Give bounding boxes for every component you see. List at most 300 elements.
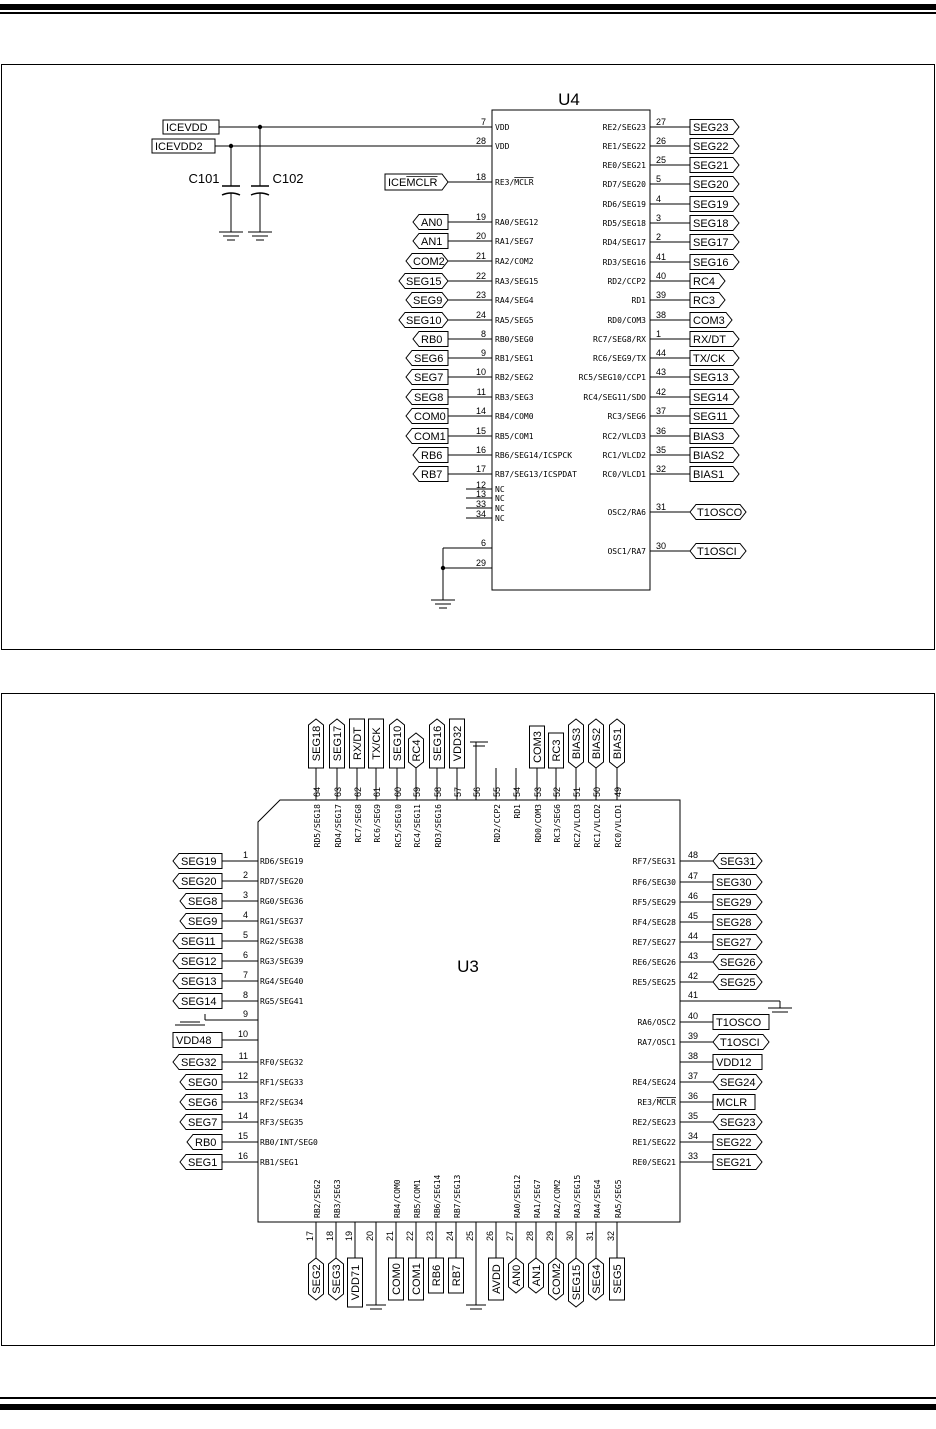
pin-name: RA1/SEG7 [495, 237, 534, 246]
pin-name: RG1/SEG37 [260, 917, 304, 926]
pin-number: 45 [688, 911, 699, 921]
pin-name: RF2/SEG34 [260, 1098, 304, 1107]
pin-name: RE3/MCLR [495, 178, 534, 187]
pin-number: 27 [505, 1230, 515, 1242]
net-label: SEG12 [181, 956, 217, 968]
pin-number: 4 [242, 910, 248, 920]
pin-number: 15 [475, 426, 486, 436]
u3-frame [2, 694, 935, 1346]
net-label: COM1 [411, 1263, 423, 1295]
pin-number: 40 [656, 271, 667, 281]
pin-number: 48 [688, 850, 699, 860]
pin-name: RC3/SEG6 [607, 412, 646, 421]
pin-number: 5 [656, 174, 662, 184]
net-label: COM2 [413, 256, 445, 268]
net-label: T1OSCO [716, 1017, 762, 1029]
pin-name: RD5/SEG18 [313, 804, 322, 848]
net-label: AN1 [531, 1264, 543, 1287]
pin-number: 41 [688, 990, 699, 1000]
pin-name: RG4/SEG40 [260, 977, 304, 986]
pin-name: RE2/SEG23 [632, 1118, 676, 1127]
pin-number: 28 [525, 1230, 535, 1242]
net-label: RB7 [421, 469, 443, 481]
net-label: RC3 [551, 739, 563, 762]
pin-number: 11 [238, 1051, 248, 1061]
pin-number: 35 [656, 445, 667, 455]
pin-name: RC0/VLCD1 [614, 804, 623, 848]
pin-name: RE1/SEG22 [632, 1138, 676, 1147]
pin-number: 16 [475, 445, 486, 455]
pin-name: RA7/OSC1 [637, 1038, 676, 1047]
pin-name: RC6/SEG9 [373, 804, 382, 843]
pin-name: RC0/VLCD1 [602, 470, 646, 479]
pin-name: RC1/VLCD2 [602, 451, 646, 460]
net-label: ICEVDD [166, 122, 208, 134]
net-label: RX/DT [352, 727, 364, 760]
pin-name: RG0/SEG36 [260, 897, 304, 906]
pin-name: RA0/SEG12 [495, 218, 539, 227]
pin-name: RB6/SEG14/ICSPCK [495, 451, 573, 460]
net-label: SEG19 [693, 199, 729, 211]
pin-number: 9 [242, 1009, 248, 1019]
pin-name: RE1/SEG22 [602, 142, 646, 151]
pin-number: 26 [656, 136, 667, 146]
top-rule [0, 4, 936, 10]
pin-name: RC7/SEG8/RX [593, 335, 646, 344]
pin-number: 16 [237, 1151, 248, 1161]
pin-number: 18 [325, 1230, 335, 1242]
net-label: VDD32 [452, 725, 464, 762]
pin-number: 43 [656, 367, 667, 377]
net-label: ICEMCLR [388, 177, 438, 189]
pin-name: RB3/SEG3 [333, 1179, 342, 1218]
net-label: T1OSCI [720, 1037, 760, 1049]
pin-name: RG3/SEG39 [260, 957, 304, 966]
pin-number: 37 [656, 406, 667, 416]
pin-number: 25 [656, 155, 667, 165]
net-label: SEG6 [188, 1097, 218, 1109]
pin-number: 51 [572, 786, 582, 798]
net-label: RB6 [431, 1264, 443, 1287]
pin-number: 23 [425, 1230, 435, 1242]
pin-name: RF3/SEG35 [260, 1118, 304, 1127]
pin-name: RD6/SEG19 [260, 857, 304, 866]
net-label: SEG17 [332, 725, 344, 762]
pin-number: 26 [485, 1230, 495, 1242]
pin-number: 57 [453, 786, 463, 798]
pin-number: 32 [606, 1230, 616, 1242]
pin-name: RA5/SEG5 [614, 1179, 623, 1218]
pin-number: 63 [333, 786, 343, 798]
pin-number: 17 [305, 1230, 315, 1242]
net-label: SEG13 [693, 372, 729, 384]
bottom-rule [0, 1404, 936, 1410]
pin-number: 35 [688, 1111, 699, 1121]
pin-number: 36 [656, 426, 667, 436]
pin-number: 32 [656, 464, 667, 474]
pin-number: 39 [688, 1031, 699, 1041]
pin-name: RA2/COM2 [553, 1179, 562, 1218]
pin-number: 28 [475, 136, 486, 146]
pin-number: 21 [475, 251, 486, 261]
pin-name: RE0/SEG21 [602, 161, 646, 170]
net-label: SEG5 [612, 1264, 624, 1294]
pin-name: RB2/SEG2 [313, 1179, 322, 1218]
pin-number: 38 [688, 1051, 699, 1061]
pin-name: RE6/SEG26 [632, 958, 676, 967]
pin-number: 53 [533, 786, 543, 798]
pin-name: RD2/CCP2 [607, 277, 646, 286]
pin-name: VDD [495, 142, 510, 151]
pin-name: RB3/SEG3 [495, 393, 534, 402]
pin-name: RA2/COM2 [495, 257, 534, 266]
pin-number: 17 [475, 464, 486, 474]
pin-name: RA5/SEG5 [495, 316, 534, 325]
net-label: SEG27 [716, 937, 752, 949]
net-label: SEG0 [188, 1077, 218, 1089]
pin-name: RA3/SEG15 [495, 277, 539, 286]
pin-name: RD1 [631, 296, 646, 305]
net-label: COM0 [391, 1263, 403, 1295]
pin-number: 61 [372, 786, 382, 798]
pin-number: 7 [242, 970, 248, 980]
net-label: SEG2 [311, 1264, 323, 1294]
net-label: COM1 [414, 431, 446, 443]
pin-number: 25 [465, 1230, 475, 1242]
pin-number: 23 [475, 290, 486, 300]
pin-name: RB5/COM1 [413, 1179, 422, 1218]
pin-name: OSC2/RA6 [607, 508, 646, 517]
pin-name: RD1 [513, 804, 522, 819]
top-rule-thin [0, 12, 936, 14]
net-label: SEG1 [188, 1157, 218, 1169]
pin-name: RB7/SEG13 [453, 1174, 462, 1218]
pin-number: 36 [688, 1091, 699, 1101]
pin-number: 30 [656, 541, 667, 551]
pin-number: 60 [393, 786, 403, 798]
pin-name: RA6/OSC2 [637, 1018, 676, 1027]
pin-number: 1 [656, 329, 662, 339]
pin-name: RG2/SEG38 [260, 937, 304, 946]
net-label: SEG7 [188, 1117, 218, 1129]
pin-name: RE2/SEG23 [602, 123, 646, 132]
pin-number: 34 [475, 509, 486, 519]
pin-number: 43 [688, 951, 699, 961]
pin-name: RC5/SEG10/CCP1 [578, 373, 646, 382]
pin-number: 31 [656, 502, 667, 512]
net-label: SEG31 [720, 856, 756, 868]
pin-number: 5 [242, 930, 248, 940]
pin-name: RB6/SEG14 [433, 1174, 442, 1218]
net-label: SEG20 [693, 179, 729, 191]
net-label: SEG29 [716, 897, 752, 909]
pin-name: RA0/SEG12 [513, 1174, 522, 1218]
pin-number: 34 [688, 1131, 699, 1141]
pin-number: 8 [480, 329, 486, 339]
capacitor-ref: C102 [272, 171, 304, 186]
pin-number: 7 [480, 117, 486, 127]
net-label: BIAS1 [693, 469, 725, 481]
pin-number: 40 [688, 1011, 699, 1021]
pin-name: RB1/SEG1 [260, 1158, 299, 1167]
net-label: SEG21 [716, 1157, 752, 1169]
capacitor-ref: C101 [188, 171, 220, 186]
pin-name: VDD [495, 123, 510, 132]
net-label: BIAS2 [693, 450, 725, 462]
pin-name: RC7/SEG8 [354, 804, 363, 843]
net-label: SEG23 [720, 1117, 756, 1129]
pin-name: RC4/SEG11/SDO [583, 393, 646, 402]
pin-name: RD3/SEG16 [434, 804, 443, 848]
u3-ref: U3 [457, 957, 479, 976]
net-label: COM2 [551, 1263, 563, 1295]
pin-number: 22 [475, 271, 486, 281]
pin-name: RB4/COM0 [393, 1179, 402, 1218]
net-label: SEG19 [181, 856, 217, 868]
pin-name: RD4/SEG17 [334, 804, 343, 848]
pin-name: RG5/SEG41 [260, 997, 304, 1006]
net-label: RB7 [451, 1264, 463, 1287]
pin-name: RD3/SEG16 [602, 258, 646, 267]
pin-name: RF1/SEG33 [260, 1078, 304, 1087]
net-label: SEG10 [392, 725, 404, 762]
net-label: SEG22 [693, 141, 729, 153]
pin-number: 64 [312, 786, 322, 798]
pin-number: 56 [472, 786, 482, 798]
net-label: SEG11 [693, 411, 728, 423]
pin-name: RA1/SEG7 [533, 1179, 542, 1218]
pin-name: RB4/COM0 [495, 412, 534, 421]
pin-number: 33 [475, 499, 486, 509]
pin-number: 50 [592, 786, 602, 798]
u3-body [258, 800, 680, 1222]
net-label: VDD12 [716, 1057, 752, 1069]
pin-name: RC2/VLCD3 [602, 432, 646, 441]
pin-number: 59 [412, 786, 422, 798]
pin-number: 14 [237, 1111, 248, 1121]
pin-number: 31 [585, 1230, 595, 1242]
pin-name: NC [495, 514, 505, 523]
pin-name: RC5/SEG10 [394, 804, 403, 848]
net-label: RC4 [411, 739, 423, 762]
pin-number: 47 [688, 871, 699, 881]
pin-number: 13 [237, 1091, 248, 1101]
net-label: SEG16 [432, 725, 444, 762]
net-label: RC3 [693, 295, 716, 307]
net-label: T1OSCO [697, 507, 743, 519]
pin-number: 20 [475, 231, 486, 241]
net-label: SEG9 [413, 295, 443, 307]
pin-name: RE4/SEG24 [632, 1078, 676, 1087]
pin-name: RD7/SEG20 [602, 180, 646, 189]
pin-name: RA4/SEG4 [593, 1179, 602, 1218]
pin-name: RA3/SEG15 [573, 1174, 582, 1218]
pin-name: RA4/SEG4 [495, 296, 534, 305]
pin-number: 10 [475, 367, 486, 377]
pin-name: NC [495, 494, 505, 503]
net-label: MCLR [716, 1097, 748, 1109]
pin-name: RE7/SEG27 [632, 938, 676, 947]
pin-name: RD0/COM3 [534, 804, 543, 843]
net-label: AN0 [511, 1264, 523, 1287]
net-label: SEG25 [720, 977, 756, 989]
net-label: SEG23 [693, 122, 729, 134]
pin-number: 11 [476, 387, 486, 397]
net-label: AVDD [491, 1264, 503, 1294]
net-label: SEG26 [720, 957, 756, 969]
net-label: BIAS3 [693, 431, 725, 443]
pin-number: 55 [492, 786, 502, 798]
pin-number: 12 [237, 1071, 248, 1081]
pin-name: RB0/INT/SEG0 [260, 1138, 318, 1147]
u4-frame [2, 65, 935, 650]
pin-name: NC [495, 504, 505, 513]
pin-number: 19 [344, 1230, 354, 1242]
pin-number: 38 [656, 310, 667, 320]
net-label: SEG32 [181, 1057, 217, 1069]
net-label: RB0 [195, 1137, 217, 1149]
pin-name: RC1/VLCD2 [593, 804, 602, 848]
pin-name: RC4/SEG11 [413, 804, 422, 848]
net-label: AN0 [421, 217, 443, 229]
net-label: COM3 [532, 731, 544, 763]
pin-name: RD4/SEG17 [602, 238, 646, 247]
net-label: SEG6 [414, 353, 444, 365]
net-label: SEG15 [406, 276, 442, 288]
pin-number: 41 [656, 252, 667, 262]
pin-number: 24 [475, 310, 486, 320]
pin-name: RC3/SEG6 [553, 804, 562, 843]
net-label: SEG21 [693, 160, 729, 172]
pin-number: 49 [613, 786, 623, 798]
pin-name: RD6/SEG19 [602, 200, 646, 209]
net-label: RB6 [421, 450, 443, 462]
net-label: TX/CK [693, 353, 726, 365]
net-label: SEG18 [311, 725, 323, 762]
net-label: SEG4 [591, 1264, 603, 1294]
net-label: SEG9 [188, 916, 218, 928]
net-label: SEG10 [406, 315, 442, 327]
net-label: SEG18 [693, 218, 729, 230]
pin-number: 39 [656, 290, 667, 300]
net-label: BIAS2 [591, 727, 603, 760]
pin-number: 30 [565, 1230, 575, 1242]
net-label: TX/CK [371, 727, 383, 760]
pin-name: RD2/CCP2 [493, 804, 502, 843]
net-label: COM3 [693, 315, 725, 327]
pin-name: RF6/SEG30 [632, 878, 676, 887]
pin-name: RF0/SEG32 [260, 1058, 304, 1067]
pin-number: 9 [480, 348, 486, 358]
pin-number: 22 [405, 1230, 415, 1242]
net-label: RC4 [693, 276, 716, 288]
net-label: SEG3 [331, 1264, 343, 1294]
pin-name: RE5/SEG25 [632, 978, 676, 987]
pin-name: RF5/SEG29 [632, 898, 676, 907]
net-label: SEG14 [693, 392, 729, 404]
net-label: SEG8 [188, 896, 218, 908]
net-label: RX/DT [693, 334, 726, 346]
pin-number: 42 [688, 971, 699, 981]
pin-number: 20 [365, 1230, 375, 1242]
pin-number: 52 [552, 786, 562, 798]
net-label: SEG14 [181, 996, 217, 1008]
pin-number: 58 [433, 786, 443, 798]
pin-number: 44 [688, 931, 699, 941]
net-label: SEG28 [716, 917, 752, 929]
pin-name: RB1/SEG1 [495, 354, 534, 363]
pin-number: 27 [656, 117, 667, 127]
pin-number: 62 [353, 786, 363, 798]
pin-number: 46 [688, 891, 699, 901]
pin-name: RB7/SEG13/ICSPDAT [495, 470, 577, 479]
pin-number: 29 [545, 1230, 555, 1242]
pin-number: 6 [480, 538, 486, 548]
pin-number: 14 [475, 406, 486, 416]
pin-number: 1 [242, 850, 248, 860]
pin-number: 3 [242, 890, 248, 900]
pin-name: RC2/VLCD3 [573, 804, 582, 848]
pin-number: 19 [475, 212, 486, 222]
pin-number: 24 [445, 1230, 455, 1242]
net-label: BIAS1 [612, 727, 624, 760]
pin-number: 8 [242, 990, 248, 1000]
net-label: SEG11 [181, 936, 216, 948]
pin-name: RE3/MCLR [637, 1098, 676, 1107]
net-label: T1OSCI [697, 546, 737, 558]
pin-name: RB5/COM1 [495, 432, 534, 441]
net-label: SEG17 [693, 237, 729, 249]
pin-number: 10 [237, 1029, 248, 1039]
pin-name: RC6/SEG9/TX [593, 354, 646, 363]
pin-name: NC [495, 485, 505, 494]
pin-number: 21 [385, 1230, 395, 1242]
net-label: SEG7 [414, 372, 444, 384]
net-label: AN1 [421, 236, 443, 248]
pin-number: 2 [242, 870, 248, 880]
net-label: ICEVDD2 [155, 141, 203, 153]
pin-number: 6 [242, 950, 248, 960]
net-label: SEG13 [181, 976, 217, 988]
pin-name: RE0/SEG21 [632, 1158, 676, 1167]
net-label: SEG22 [716, 1137, 752, 1149]
pin-name: RD5/SEG18 [602, 219, 646, 228]
pin-name: RF7/SEG31 [632, 857, 676, 866]
net-label: SEG8 [414, 392, 444, 404]
pin-name: RB2/SEG2 [495, 373, 534, 382]
pin-name: RB0/SEG0 [495, 335, 534, 344]
net-label: RB0 [421, 334, 443, 346]
pin-number: 2 [656, 232, 662, 242]
net-label: SEG30 [716, 877, 752, 889]
net-label: VDD48 [176, 1035, 212, 1047]
pin-name: RD7/SEG20 [260, 877, 304, 886]
pin-number: 44 [656, 348, 667, 358]
pin-name: RF4/SEG28 [632, 918, 676, 927]
bottom-rule-thin [0, 1397, 936, 1399]
pin-number: 29 [475, 558, 486, 568]
pin-number: 3 [656, 213, 662, 223]
pin-name: OSC1/RA7 [607, 547, 646, 556]
pin-number: 18 [475, 172, 486, 182]
net-label: BIAS3 [571, 727, 583, 760]
pin-number: 37 [688, 1071, 699, 1081]
net-label: SEG24 [720, 1077, 756, 1089]
net-label: SEG20 [181, 876, 217, 888]
net-label: SEG15 [571, 1264, 583, 1301]
net-label: SEG16 [693, 257, 729, 269]
pin-number: 33 [688, 1151, 699, 1161]
